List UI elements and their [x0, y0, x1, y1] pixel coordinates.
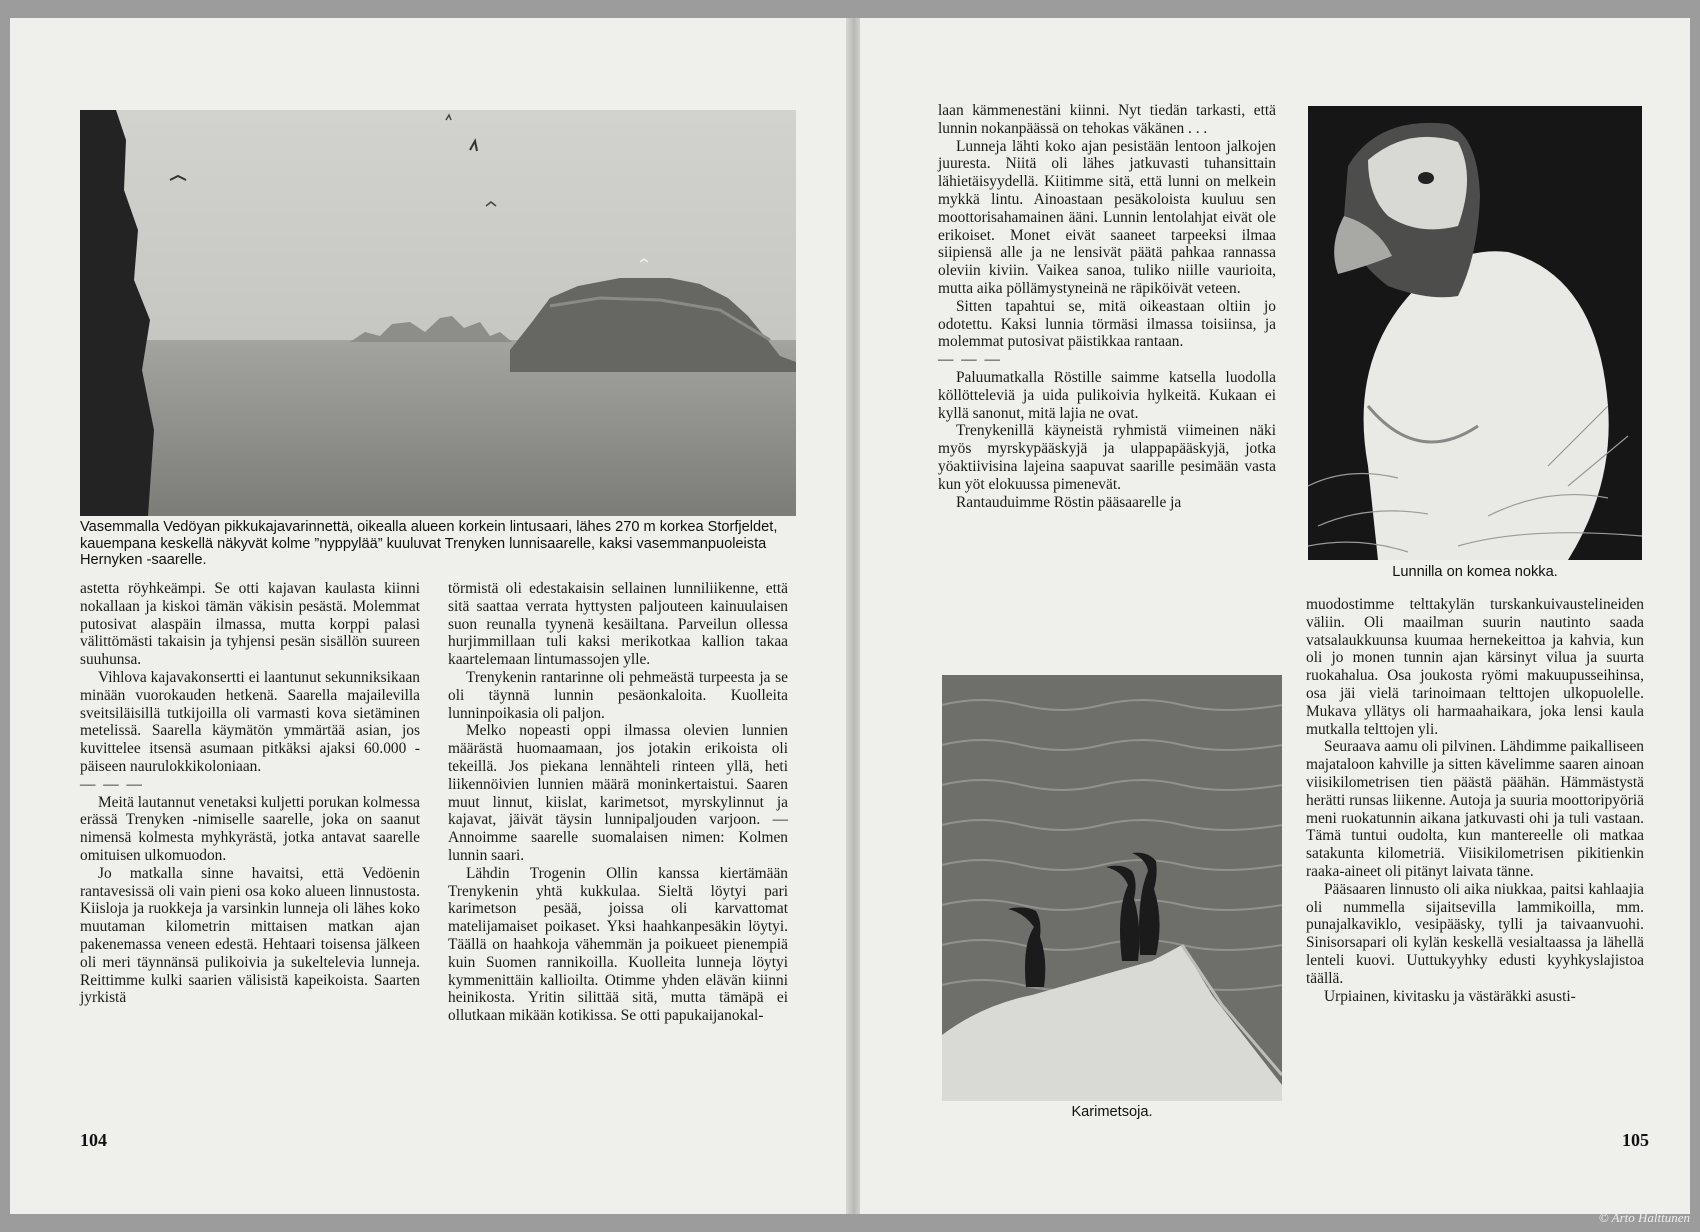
paragraph: Rantauduimme Röstin pääsaarelle ja [956, 493, 1182, 511]
puffin-caption: Lunnilla on komea nokka. [1392, 564, 1558, 580]
paragraph: muodostimme telttakylän turskankuivaustelineiden väliin. Oli maailman suurin nautinto saada vatsalaukkuunsa kuumaa hernekeittoa ja kahvia, kun oli jo monen tunnin ajan kärsinyt vilua ja suurta ruokahalua. Osa joukosta ryömi makuupusseihinsa, osa jäi vielä tarinoimaan telttojen ulkopuolelle. Mukava yllätys oli harmaahaikara, joka lensi kaula mutkalla telttojen yli. [1306, 596, 1644, 738]
paragraph: Melko nopeasti oppi ilmassa olevien lunnien määrästä huomaamaan, jos jotakin erikoista oli tekeillä. Jos piekana lennähteli rinteen yllä, heti liikennöivien lunnien määrä moninkertaistui. Saaren muut linnut, kiislat, karimetsot, myrskylinnut ja kajavat, jäivät täysin lunnipaljouden varjoon. — Annoimme saarelle suomalaisen nimen: Kolmen lunnin saari. [448, 722, 788, 864]
paragraph: astetta röyhkeämpi. Se otti kajavan kaulasta kiinni nokallaan ja kiskoi tämän väkisin pesästä. Molemmat putosivat alaspäin ilmassa, mutta korppi palasi välittömästi takaisin ja tyhjensi pesän sisällön suureen suuhunsa. [80, 580, 420, 669]
paragraph: Meitä lautannut venetaksi kuljetti porukan kolmessa erässä Trenyken -nimiselle saarelle, joka on saanut nimensä kolmesta myhkyrästä, jotka antavat saarelle omituisen ulkomuodon. [80, 793, 420, 864]
left-column-1 [80, 580, 420, 1007]
photo-credit: © Arto Halttunen [1598, 1210, 1690, 1225]
paragraph: törmistä oli edestakaisin sellainen lunniliikenne, että sitä saattaa verrata hyttysten paljouteen kainuulaisen suon reunalla tyynenä kesäiltana. Parveilun ollessa hurjimmillaan tuli kaksi merikotkaa kallion takaa kaartelemaan lintumassojen ylle. [448, 580, 788, 669]
puffin-photo [1308, 106, 1642, 560]
paragraph: Pääsaaren linnusto oli aika niukkaa, paitsi kahlaajia oli nummella sijaitsevilla lammikoilla, mm. punajalkaviklo, vesipääsky, tylli ja taivaanvuohi. Sinisorsapari oli kylän keskellä vesialtaassa ja lähellä lenteli kuovi. Uuttukyyhky edusti kyyhkyslajistoa täällä. [1306, 880, 1644, 987]
section-separator: — — — [80, 775, 144, 793]
section-separator: — — — [938, 351, 1002, 369]
cormorant-photo [942, 675, 1282, 1101]
page-number-right: 105 [1622, 1130, 1649, 1150]
left-column-2 [448, 580, 788, 1025]
landscape-caption: Vasemmalla Vedöyan pikkukajavarinnettä, oikealla alueen korkein lintusaari, lähes 270 m korkea Storfjeldet, kauempana keskellä näkyvät kolme ”nyppylää” kuuluvat Trenyken lunnisaarelle, kaksi vasemmanpuoleista Hernyken -saarelle. [80, 519, 778, 569]
right-column-1 [938, 102, 1276, 511]
paragraph: laan kämmenestäni kiinni. Nyt tiedän tarkasti, että lunnin nokanpäässä on tehokas väkänen . . . [938, 102, 1276, 137]
paragraph: Jo matkalla sinne havaitsi, että Vedöenin rantavesissä oli vain pieni osa koko alueen linnustosta. Kiisloja ja ruokkeja ja varsinkin lunneja oli lähes koko muutaman kilometrin mittaisen matkan ajan pakenemassa veneen edestä. Hehtaari toisensa jälkeen oli meri täynnänsä pulikoivia ja sukeltelevia lunneja. Reittimme kulki saarien välisistä kapeikoista. Saarten jyrkistä [80, 864, 420, 1007]
paragraph: Paluumatkalla Röstille saimme katsella luodolla köllötteleviä ja uida pulikoivia hylkeitä. Kukaan ei kyllä sanonut, mitä lajia ne ovat. [938, 368, 1276, 422]
landscape-photo [80, 110, 796, 516]
paragraph: Vihlova kajavakonsertti ei laantunut sekunniksikaan minään vuorokauden hetkenä. Saarella majailevilla sveitsiläisillä tutkijoilla oli varmasti kova sietäminen metelissä. Saarella käymätön ymmärtää asian, jos kuvittelee itsensä asumaan pitkäksi ajaksi 60.000 -päiseen naurulokkikoloniaan. [80, 668, 420, 775]
page-number-left: 104 [80, 1130, 107, 1150]
paragraph: Urpiainen, kivitasku ja västäräkki asusti- [1324, 987, 1576, 1005]
paragraph: Lähdin Trogenin Ollin kanssa kiertämään Trenykenin yhtä kukkulaa. Sieltä löytyi pari karimetson pesää, joissa oli karvattomat matelijamaiset poikaset. Yksi haahkanpesäkin löytyi. Täällä on haahkoja vähemmän ja poikueet pienempiä kuin Suomen rannikoilla. Kuolleita lunneja löytyi kymmenittäin kallioilta. Otimme yhden elävän kiinni heinikosta. Yritin silittää sitä, mutta tämäpä ei ollutkaan mikään kotikissa. Se otti papukaijanokal- [448, 864, 788, 1025]
paragraph: Sitten tapahtui se, mitä oikeastaan oltiin jo odotettu. Kaksi lunnia törmäsi ilmassa toisiinsa, ja molemmat putosivat päistikkaa rantaan. [938, 297, 1276, 351]
right-column-2 [1306, 596, 1644, 1005]
paragraph: Lunneja lähti koko ajan pesistään lentoon jalkojen juuresta. Niitä oli lähes jatkuvasti tuhansittain lähietäisyydellä. Kiitimme sitä, että lunni on melkein mykkä lintu. Ainoastaan pesäkoloista kuuluu sen moottorisahamainen ääni. Lunnin lentolahjat eivät ole erikoiset. Monet eivät saaneet tarpeeksi ilmaa siipiensä alle ja ne lensivät päätä pahkaa rannassa oleviin kiviin. Vaikea sanoa, tuliko niille vaurioita, mutta aika pöllämystyneinä ne räpiköivät veteen. [938, 137, 1276, 297]
paragraph: Trenykenillä käyneistä ryhmistä viimeinen näki myös myrskypääskyjä ja ulappapääskyjä, jotka yöaktiivisina lajeina saapuvat saarille pesimään vasta kun yöt elokuussa pimenevät. [938, 422, 1276, 493]
paragraph: Trenykenin rantarinne oli pehmeästä turpeesta ja se oli täynnä lunnin pesäonkaloita. Kuolleita lunninpoikasia oli paljon. [448, 668, 788, 722]
paragraph: Seuraava aamu oli pilvinen. Lähdimme paikalliseen majataloon kahville ja sitten kävelimme saaren ainoan viisikilometrisen tien päästä päähän. Hämmästystä herätti runsas liikenne. Autoja ja suuria moottoripyöriä meni ruokatunnin aikana jatkuvasti ohi ja tuli vastaan. Tämä tuntui oudolta, kun mantereelle oli matkaa satakunta kilometriä. Viisikilometrisen pikitienkin raaka-aineet oli pitänyt laivata tänne. [1306, 738, 1644, 880]
cormorant-caption: Karimetsoja. [1071, 1104, 1153, 1120]
